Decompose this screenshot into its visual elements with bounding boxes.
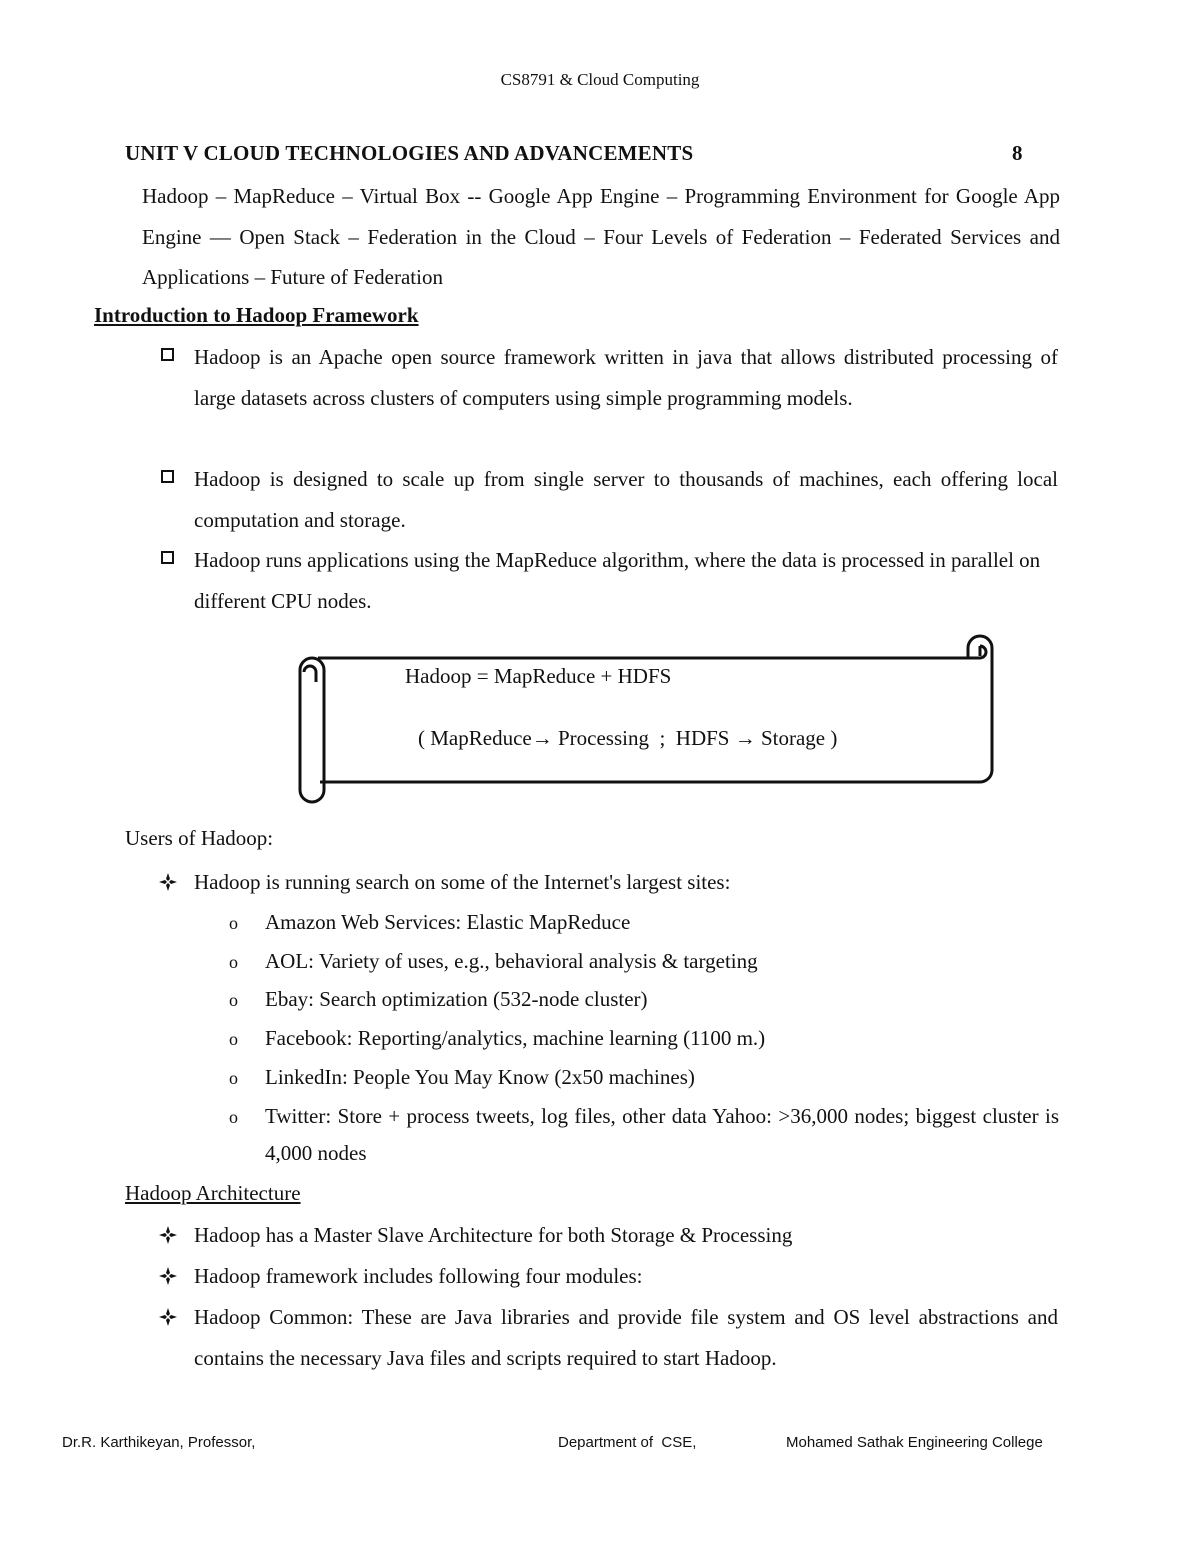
- sub-bullet-marker: o: [229, 1029, 238, 1049]
- architecture-bullet-text: Hadoop Common: These are Java libraries and provide file system and OS level abstractions and contains the necessary Java files and scripts required to start Hadoop.: [194, 1305, 1058, 1370]
- site-list-item: Amazon Web Services: Elastic MapReduce: [265, 910, 631, 934]
- square-bullet-icon: [161, 348, 174, 361]
- scroll-line-1: Hadoop = MapReduce + HDFS: [405, 664, 672, 688]
- unit-title: UNIT V CLOUD TECHNOLOGIES AND ADVANCEMENTS: [125, 141, 694, 165]
- footer-department: Department of CSE,: [558, 1434, 697, 1451]
- sub-bullet-marker: o: [229, 1107, 238, 1127]
- intro-bullet-text: Hadoop is an Apache open source framework written in java that allows distributed processing of large datasets across clusters of computers using simple programming models.: [194, 345, 1058, 410]
- sub-bullet-marker: o: [229, 913, 238, 933]
- square-bullet-icon: [161, 551, 174, 564]
- section-heading-intro: Introduction to Hadoop Framework: [94, 303, 419, 327]
- intro-bullet-text: Hadoop is designed to scale up from single server to thousands of machines, each offering local computation and storage.: [194, 467, 1058, 532]
- scroll-banner-shape: [296, 632, 996, 810]
- architecture-bullet-text: Hadoop framework includes following four modules:: [194, 1264, 643, 1288]
- unit-syllabus: Hadoop – MapReduce – Virtual Box -- Google App Engine – Programming Environment for Google App Engine –– Open Stack – Federation in the Cloud – Four Levels of Federation – Federated Services and Applications – Future of Federation: [142, 184, 1060, 289]
- diamond-bullet-icon: [158, 872, 178, 892]
- footer-author: Dr.R. Karthikeyan, Professor,: [62, 1434, 256, 1451]
- site-list-item: Ebay: Search optimization (532-node cluster): [265, 987, 648, 1011]
- users-label: Users of Hadoop:: [125, 826, 274, 850]
- diamond-bullet-icon: [158, 1266, 178, 1286]
- site-list-item: Twitter: Store + process tweets, log files, other data Yahoo: >36,000 nodes; biggest cluster is 4,000 nodes: [265, 1104, 1059, 1165]
- diamond-bullet-icon: [158, 1307, 178, 1327]
- scroll-line-2: ( MapReduce→ Processing ; HDFS → Storage ): [418, 726, 838, 750]
- architecture-bullet-text: Hadoop has a Master Slave Architecture for both Storage & Processing: [194, 1223, 793, 1247]
- square-bullet-icon: [161, 470, 174, 483]
- footer-college: Mohamed Sathak Engineering College: [786, 1434, 1043, 1451]
- unit-hours: 8: [1012, 141, 1023, 165]
- page-header: CS8791 & Cloud Computing: [500, 70, 700, 89]
- users-main-bullet: Hadoop is running search on some of the Internet's largest sites:: [194, 870, 731, 894]
- site-list-item: LinkedIn: People You May Know (2x50 machines): [265, 1065, 695, 1089]
- sub-bullet-marker: o: [229, 1068, 238, 1088]
- diamond-bullet-icon: [158, 1225, 178, 1245]
- intro-bullet-text: Hadoop runs applications using the MapReduce algorithm, where the data is processed in parallel on different CPU nodes.: [194, 548, 1041, 613]
- sub-bullet-marker: o: [229, 952, 238, 972]
- site-list-item: AOL: Variety of uses, e.g., behavioral analysis & targeting: [265, 949, 758, 973]
- sub-bullet-marker: o: [229, 990, 238, 1010]
- site-list-item: Facebook: Reporting/analytics, machine learning (1100 m.): [265, 1026, 766, 1050]
- section-heading-architecture: Hadoop Architecture: [125, 1181, 301, 1205]
